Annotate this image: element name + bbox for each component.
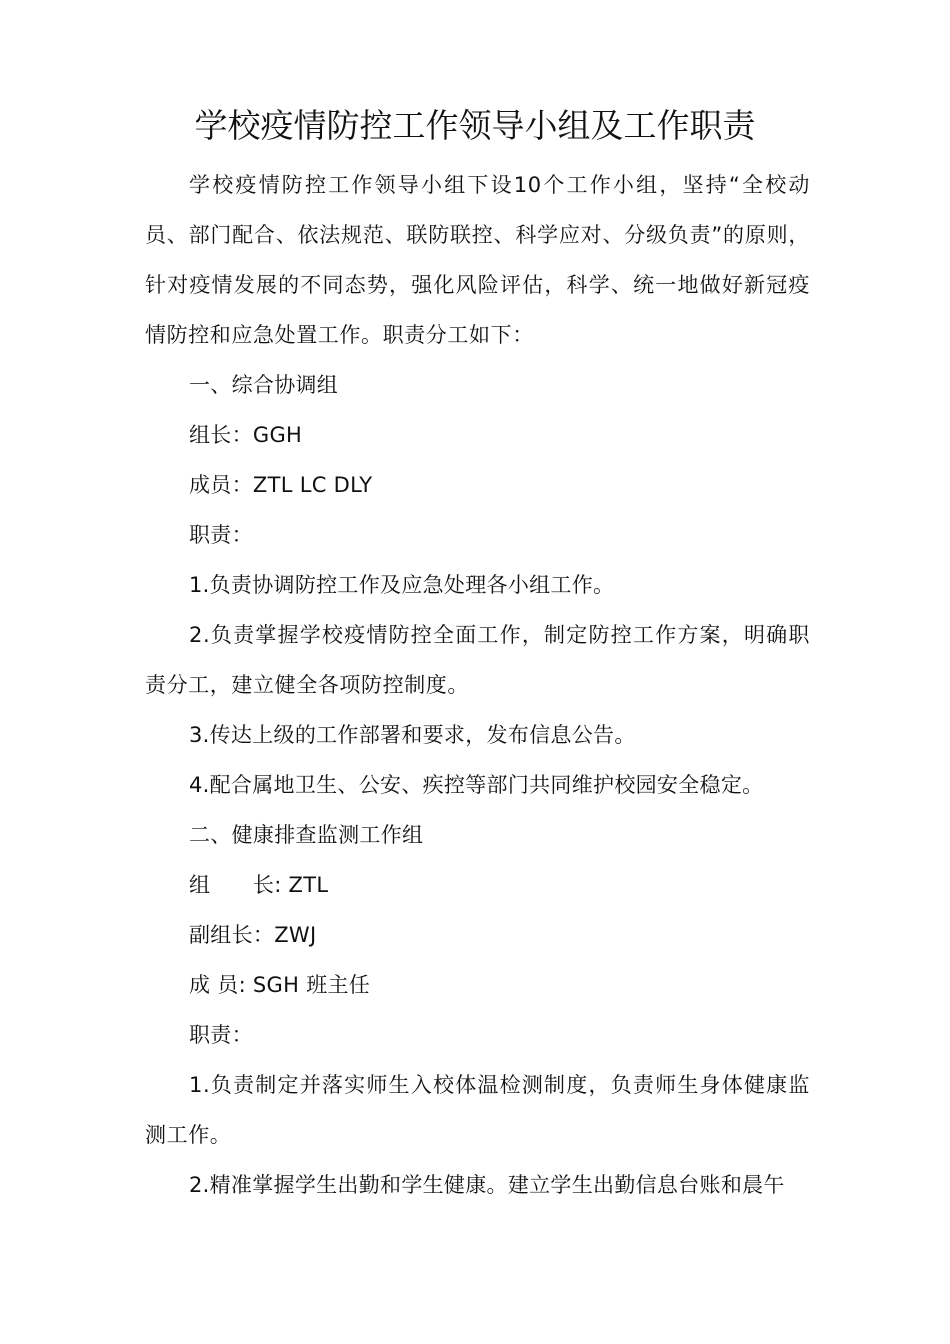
- coordination-duties-label: 职责：: [189, 523, 253, 547]
- coordination-leader: 组长：GGH: [189, 423, 303, 447]
- coordination-duty-2: 2.负责掌握学校疫情防控全面工作，制定防控工作方案，明确职责分工，建立健全各项防控制度。: [145, 623, 810, 697]
- document-title: 学校疫情防控工作领导小组及工作职责: [194, 106, 756, 145]
- intro-paragraph: 学校疫情防控工作领导小组下设10个工作小组，坚持“全校动员、部门配合、依法规范、联防联控、科学应对、分级负责”的原则，针对疫情发展的不同态势，强化风险评估，科学、统一地做好新冠疫情防控和应急处置工作。职责分工如下：: [145, 173, 810, 347]
- health-leader: 组 长: ZTL: [189, 873, 329, 897]
- coordination-duty-4: 4.配合属地卫生、公安、疾控等部门共同维护校园安全稳定。: [189, 773, 764, 797]
- coordination-duty-1: 1.负责协调防控工作及应急处理各小组工作。: [189, 573, 615, 597]
- document-body: [145, 160, 810, 1210]
- section-heading-coordination: 一、综合协调组: [189, 373, 339, 397]
- coordination-members: 成员：ZTL LC DLY: [189, 473, 373, 497]
- coordination-duty-3: 3.传达上级的工作部署和要求，发布信息公告。: [189, 723, 636, 747]
- section-heading-health-monitoring: 二、健康排查监测工作组: [189, 823, 424, 847]
- health-duty-2: 2.精准掌握学生出勤和学生健康。建立学生出勤信息台账和晨午: [189, 1173, 785, 1197]
- health-duty-1: 1.负责制定并落实师生入校体温检测制度，负责师生身体健康监测工作。: [145, 1073, 810, 1147]
- health-members: 成 员: SGH 班主任: [189, 973, 371, 997]
- health-duties-label: 职责：: [189, 1023, 253, 1047]
- health-deputy-leader: 副组长：ZWJ: [189, 923, 317, 947]
